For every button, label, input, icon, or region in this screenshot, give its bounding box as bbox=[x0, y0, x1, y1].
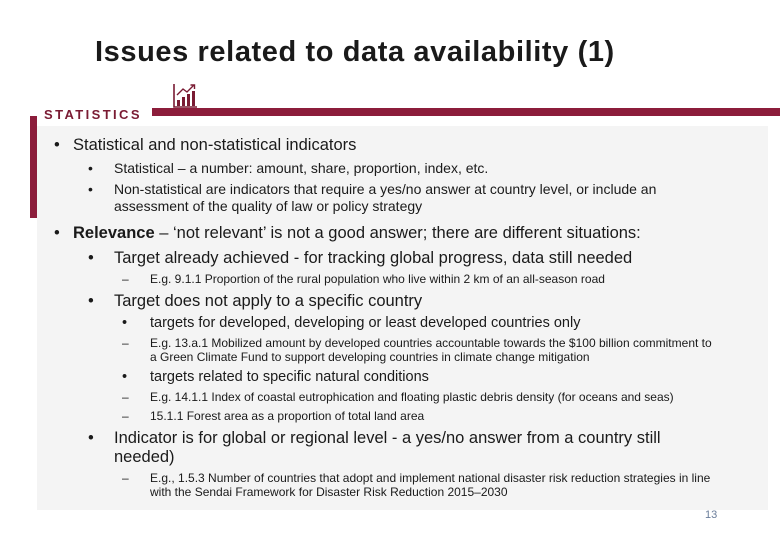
targets-natural-conditions: targets related to specific natural conditions bbox=[150, 369, 429, 385]
bullet-statistical-indicators: Statistical and non-statistical indicators bbox=[73, 136, 357, 154]
brand-label: STATISTICS bbox=[44, 107, 142, 122]
sub-bullet-global-level-cont: needed) bbox=[114, 448, 175, 466]
example-1-5-3: E.g., 1.5.3 Number of countries that adopt and implement national disaster risk reduction strategies in line bbox=[150, 471, 711, 485]
sub-bullet-target-not-apply: Target does not apply to a specific country bbox=[114, 292, 423, 310]
dash-marker: – bbox=[122, 471, 129, 485]
bullet-marker: • bbox=[88, 429, 94, 447]
example-9-1-1: E.g. 9.1.1 Proportion of the rural population who live within 2 km of an all-season road bbox=[150, 272, 605, 286]
bullet-marker: • bbox=[88, 249, 94, 267]
example-15-1-1: 15.1.1 Forest area as a proportion of total land area bbox=[150, 409, 425, 423]
sub-bullet-statistical: Statistical – a number: amount, share, proportion, index, etc. bbox=[114, 160, 489, 176]
example-1-5-3-cont: with the Sendai Framework for Disaster Risk Reduction 2015–2030 bbox=[150, 485, 508, 499]
bullet-marker: • bbox=[88, 292, 94, 310]
example-13-a-1: E.g. 13.a.1 Mobilized amount by developed countries accountable towards the $100 billion commitment to bbox=[150, 336, 712, 350]
example-13-a-1-cont: a Green Climate Fund to support developing countries in climate change mitigation bbox=[150, 350, 590, 364]
bullet-marker: • bbox=[54, 136, 60, 154]
sub-bullet-non-statistical-cont: assessment of the quality of law or policy strategy bbox=[114, 198, 423, 214]
sub-bullet-target-achieved: Target already achieved - for tracking global progress, data still needed bbox=[114, 249, 633, 267]
page-number: 13 bbox=[705, 509, 718, 521]
dash-marker: – bbox=[122, 390, 129, 404]
relevance-text: – ‘not relevant’ is not a good answer; there are different situations: bbox=[154, 224, 641, 242]
bullet-marker: • bbox=[122, 369, 128, 385]
sub-bullet-global-level: Indicator is for global or regional level - a yes/no answer from a country still bbox=[114, 429, 661, 447]
bullet-marker: • bbox=[122, 315, 128, 331]
bullet-relevance bbox=[73, 224, 641, 243]
bullet-marker: • bbox=[88, 160, 93, 176]
bullet-marker: • bbox=[54, 224, 60, 242]
example-14-1-1: E.g. 14.1.1 Index of coastal eutrophication and floating plastic debris density (for oceans and seas) bbox=[150, 390, 674, 404]
targets-developed-countries: targets for developed, developing or least developed countries only bbox=[150, 315, 581, 331]
relevance-keyword: Relevance bbox=[73, 224, 155, 242]
sub-bullet-non-statistical: Non-statistical are indicators that require a yes/no answer at country level, or include an bbox=[114, 181, 657, 197]
dash-marker: – bbox=[122, 336, 129, 350]
dash-marker: – bbox=[122, 272, 129, 286]
dash-marker: – bbox=[122, 409, 129, 423]
slide-title: Issues related to data availability (1) bbox=[95, 36, 615, 68]
bullet-marker: • bbox=[88, 181, 93, 197]
